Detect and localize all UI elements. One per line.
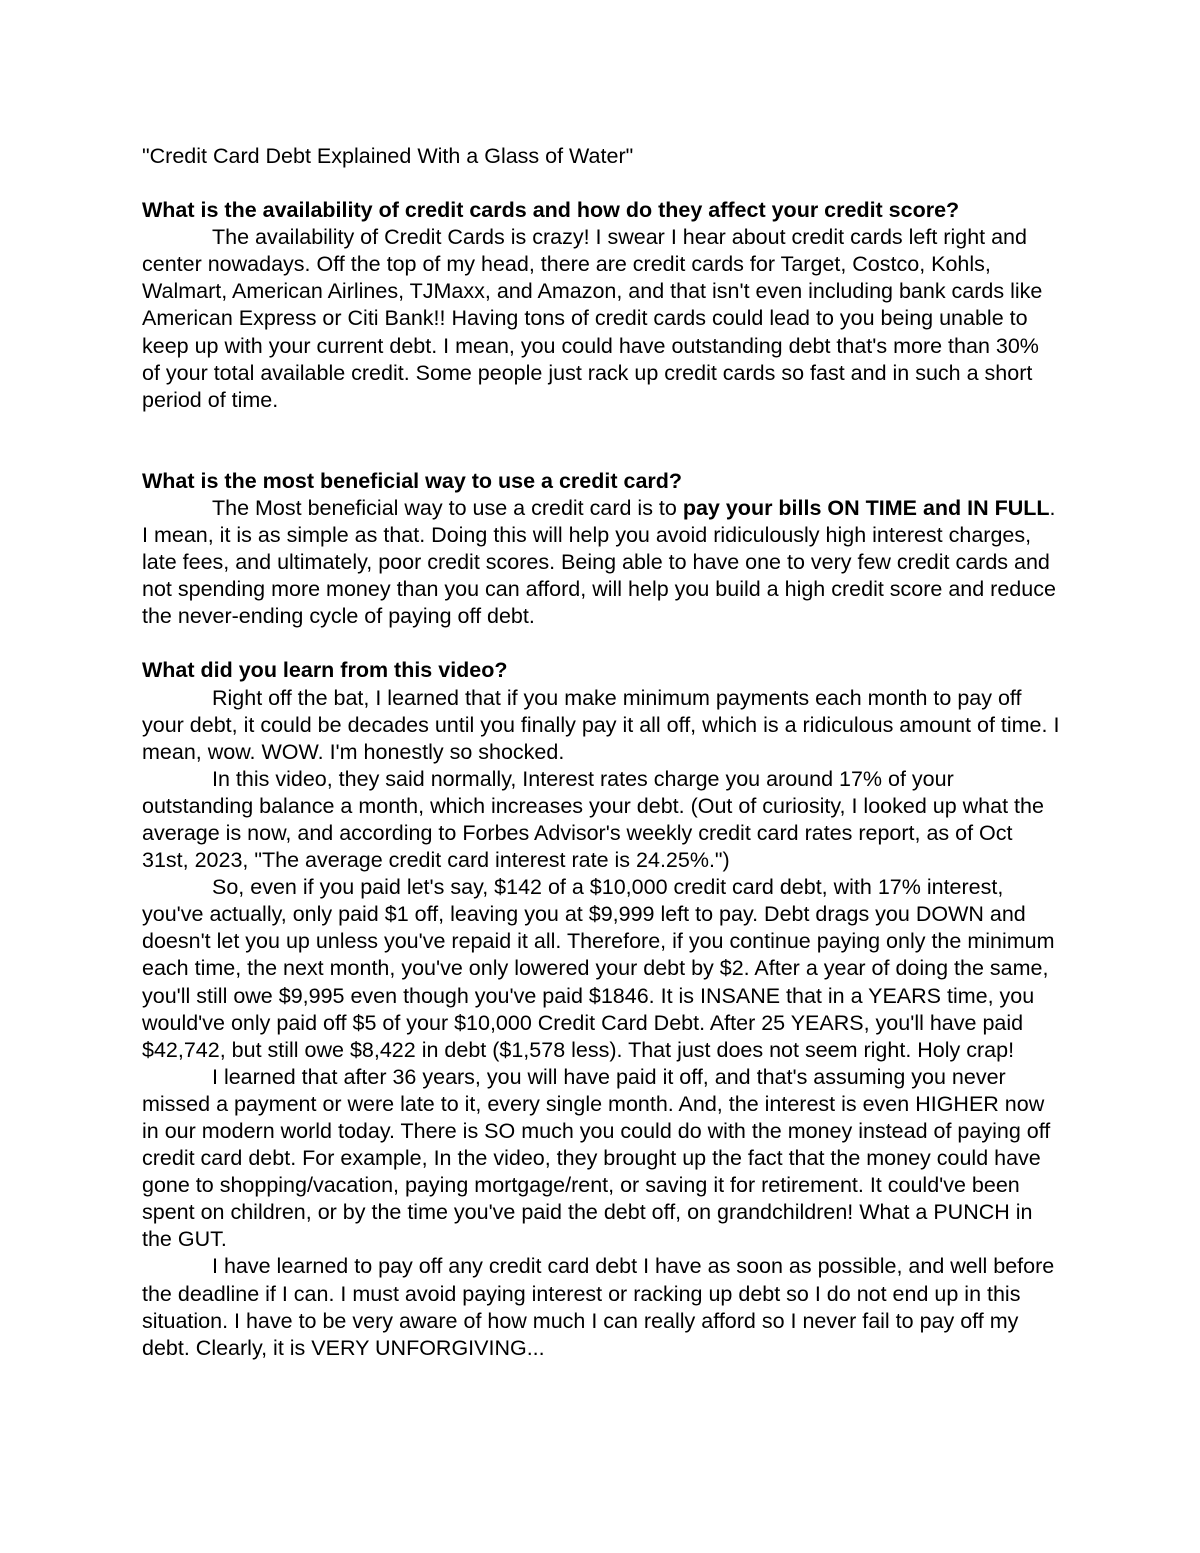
answer-paragraph: I learned that after 36 years, you will have paid it off, and that's assuming you never missed a payment or were late to it, every single month. And, the interest is even HIGHER now in our modern world today. There is SO much you could do with the money instead of paying off credit card debt. For example, In the video, they brought up the fact that the money could have gone to shopping/vacation, paying mortgage/rent, or saving it for retirement. It could've been spent on children, or by the time you've paid the debt off, on grandchildren! What a PUNCH in the GUT. xyxy=(142,1064,1051,1252)
answer-paragraph xyxy=(142,495,1062,630)
emphasis-text: pay your bills ON TIME and IN FULL xyxy=(682,495,1050,520)
answer-paragraph: I have learned to pay off any credit card debt I have as soon as possible, and well before the deadline if I can. I must avoid paying interest or racking up debt so I do not end up in this situation. I have to be very aware of how much I can really afford so I never fail to pay off my debt. Clearly, it is VERY UNFORGIVING... xyxy=(142,1254,1055,1360)
answer-paragraph: In this video, they said normally, Interest rates charge you around 17% of your outstanding balance a month, which increases your debt. (Out of curiosity, I looked up what the average is now, and according to Forbes Advisor's weekly credit card rates report, as of Oct 31st, 2023, "The average credit card interest rate is 24.25%.") xyxy=(142,766,1044,873)
section-spacer xyxy=(142,630,1062,657)
section-beneficial-use xyxy=(142,468,1062,631)
section-availability xyxy=(142,197,1062,414)
answer-paragraph: Right off the bat, I learned that if you make minimum payments each month to pay off your debt, it could be decades until you finally pay it all off, which is a ridiculous amount of time. I mean, wow. WOW. I'm honestly so shocked. xyxy=(142,685,1060,764)
answer-text: . I mean, it is as simple as that. Doing this will help you avoid ridiculously high interest charges, late fees, and ultimately, poor credit scores. Being able to have one to very few credit cards and not spending more money than you can afford, will help you build a high credit score and reduce the never-ending cycle of paying off debt. xyxy=(142,495,1056,629)
question-heading: What did you learn from this video? xyxy=(142,658,508,683)
section-spacer xyxy=(142,414,1062,468)
document-page xyxy=(142,143,1062,1362)
section-learned xyxy=(142,657,1062,1361)
question-heading: What is the availability of credit cards and how do they affect your credit score? xyxy=(142,198,960,223)
answer-text: The Most beneficial way to use a credit card is to xyxy=(212,495,683,520)
answer-paragraph: The availability of Credit Cards is crazy! I swear I hear about credit cards left right and center nowadays. Off the top of my head, there are credit cards for Target, Costco, Kohls, Walmart, American Airlines, TJMaxx, and Amazon, and that isn't even including bank cards like American Express or Citi Bank!! Having tons of credit cards could lead to you being unable to keep up with your current debt. I mean, you could have outstanding debt that's more than 30% of your total available credit. Some people just rack up credit cards so fast and in such a short period of time. xyxy=(142,225,1043,412)
answer-paragraph: So, even if you paid let's say, $142 of a $10,000 credit card debt, with 17% interest, you've actually, only paid $1 off, leaving you at $9,999 left to pay. Debt drags you DOWN and doesn't let you up unless you've repaid it all. Therefore, if you continue paying only the minimum each time, the next month, you've only lowered your debt by $2. After a year of doing the same, you'll still owe $9,995 even though you've paid $1846. It is INSANE that in a YEARS time, you would've only paid off $5 of your $10,000 Credit Card Debt. After 25 YEARS, you'll have paid $42,742, but still owe $8,422 in debt ($1,578 less). That just does not seem right. Holy crap! xyxy=(142,875,1055,1062)
question-heading: What is the most beneficial way to use a credit card? xyxy=(142,468,683,493)
document-title: "Credit Card Debt Explained With a Glass of Water" xyxy=(142,144,634,168)
